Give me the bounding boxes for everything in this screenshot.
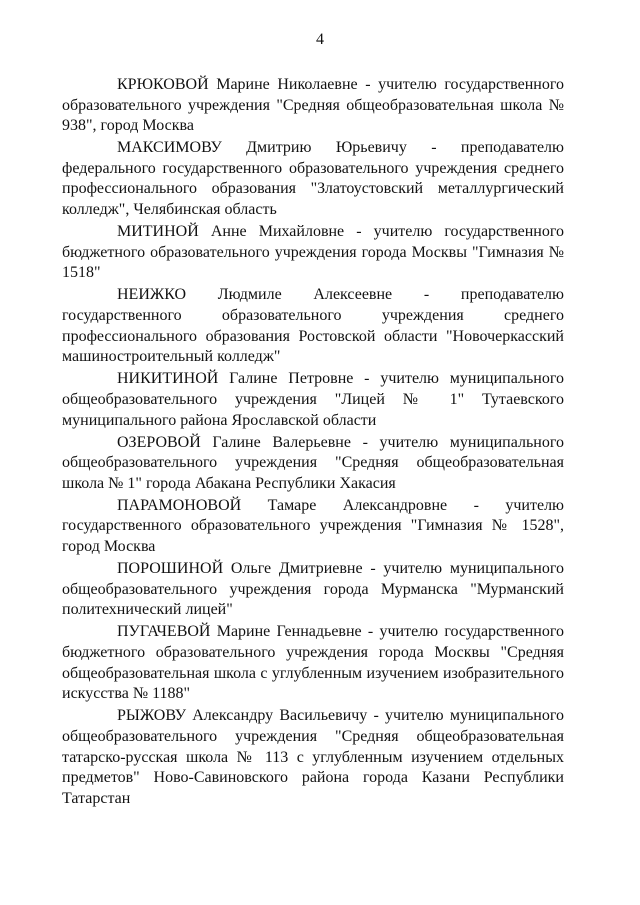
award-entry: ПАРАМОНОВОЙ Тамаре Александровне - учителю государственного образовательного учреждения "Гимназия № 1528", город Москва	[62, 496, 564, 556]
award-entry: НИКИТИНОЙ Галине Петровне - учителю муниципального общеобразовательного учреждения "Лицей № 1" Тутаевского муниципального района Ярославской области	[62, 370, 564, 429]
award-entry: НЕИЖКО Людмиле Алексеевне - преподавателю государственного образовательного учреждения среднего профессионального образования Ростовской области "Новочеркасский машиностроительный колледж"	[62, 286, 564, 366]
award-list	[62, 75, 564, 811]
award-entry: ОЗЕРОВОЙ Галине Валерьевне - учителю муниципального общеобразовательного учреждения "Средняя общеобразовательная школа № 1" города Абакана Республики Хакасия	[62, 433, 564, 492]
award-entry: КРЮКОВОЙ Марине Николаевне - учителю государственного образовательного учреждения "Средняя общеобразовательная школа № 938", город Москва	[62, 76, 564, 135]
award-entry: МАКСИМОВУ Дмитрию Юрьевичу - преподавателю федерального государственного образовательного учреждения среднего профессионального образования "Златоустовский металлургический колледж", Челябинская область	[62, 139, 564, 219]
award-entry: МИТИНОЙ Анне Михайловне - учителю государственного бюджетного образовательного учреждения города Москвы "Гимназия № 1518"	[62, 223, 564, 282]
award-entry: ПОРОШИНОЙ Ольге Дмитриевне - учителю муниципального общеобразовательного учреждения города Мурманска "Мурманский политехнический лицей"	[62, 560, 564, 619]
page-number: 4	[316, 31, 324, 48]
award-entry: РЫЖОВУ Александру Васильевичу - учителю муниципального общеобразовательного учреждения "Средняя общеобразовательная татарско-русская школа № 113 с углубленным изучением отдельных предметов" Ново-Савиновского района города Казани Республики Татарстан	[62, 707, 564, 807]
award-entry: ПУГАЧЕВОЙ Марине Геннадьевне - учителю государственного бюджетного образовательного учреждения города Москвы "Средняя общеобразовательная школа с углубленным изучением изобразительного искусства № 1188"	[62, 623, 564, 703]
